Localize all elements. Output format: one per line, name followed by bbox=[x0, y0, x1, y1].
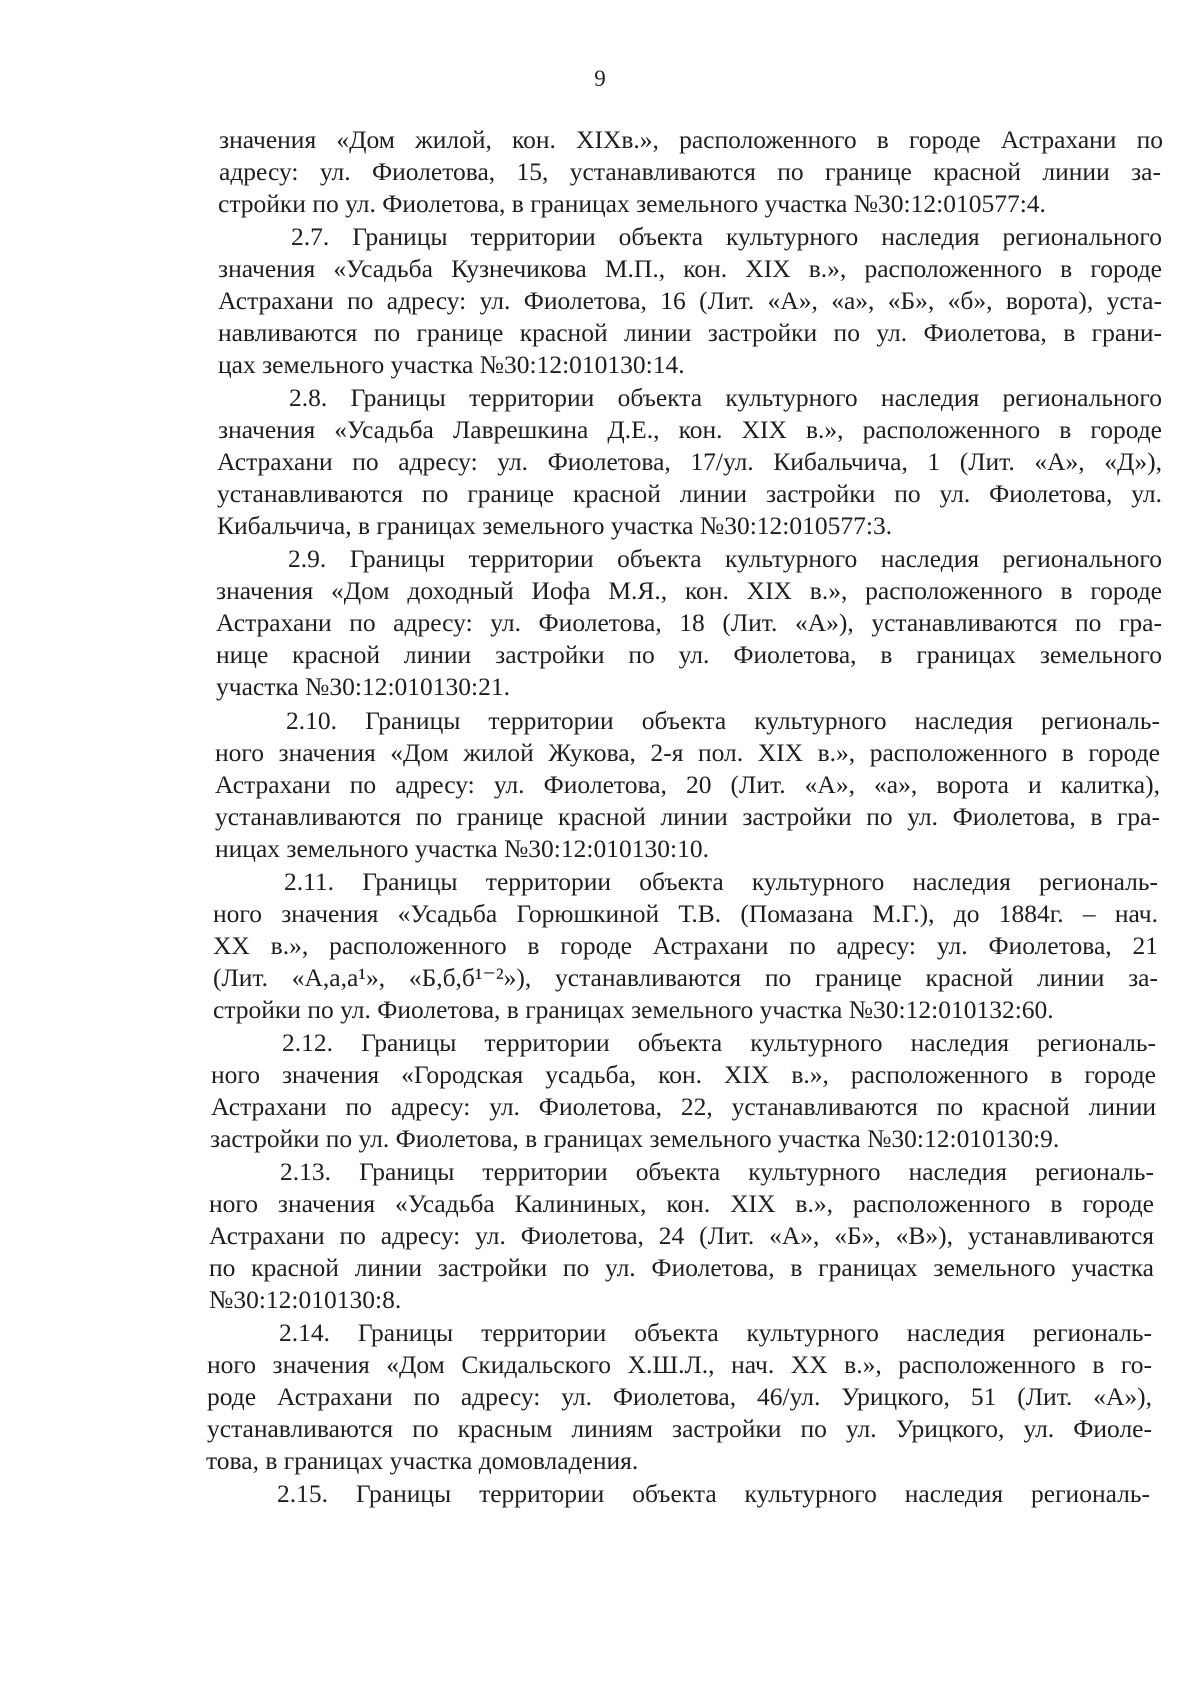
paragraph-first-line: 2.8. Границы территории объекта культурного наследия регионального bbox=[289, 383, 1162, 412]
text-line: устанавливаются по границе красной линии застройки по ул. Фиолетова, ул. bbox=[217, 479, 1162, 508]
text-line: навливаются по границе красной линии застройки по ул. Фиолетова, в грани- bbox=[218, 318, 1162, 347]
text-line: стройки по ул. Фиолетова, в границах земельного участка №30:12:010132:60. bbox=[213, 995, 1054, 1024]
text-line: ницах земельного участка №30:12:010130:10. bbox=[215, 834, 709, 863]
text-line: стройки по ул. Фиолетова, в границах земельного участка №30:12:010577:4. bbox=[218, 189, 1046, 218]
text-line: устанавливаются по границе красной линии застройки по ул. Фиолетова, в гра- bbox=[215, 802, 1160, 831]
paragraph-first-line: 2.10. Границы территории объекта культурного наследия региональ- bbox=[286, 706, 1160, 735]
text-line: ного значения «Городская усадьба, кон. XIX в.», расположенного в городе bbox=[211, 1060, 1156, 1089]
paragraph-first-line: 2.11. Границы территории объекта культурного наследия региональ- bbox=[284, 867, 1158, 896]
text-line: XX в.», расположенного в городе Астрахани по адресу: ул. Фиолетова, 21 bbox=[213, 931, 1158, 960]
text-line: ного значения «Усадьба Калининых, кон. XIX в.», расположенного в городе bbox=[209, 1189, 1154, 1218]
text-line: цах земельного участка №30:12:010130:14. bbox=[218, 350, 685, 379]
page-number: 9 bbox=[594, 66, 606, 91]
text-line: участка №30:12:010130:21. bbox=[216, 672, 511, 701]
text-line: значения «Дом доходный Иофа М.Я., кон. XIX в.», расположенного в городе bbox=[216, 576, 1162, 605]
text-line: (Лит. «А,а,а¹», «Б,б,б¹⁻²»), устанавливаются по границе красной линии за- bbox=[213, 963, 1158, 992]
paragraph-first-line: 2.14. Границы территории объекта культурного наследия региональ- bbox=[279, 1318, 1152, 1347]
text-line: Астрахани по адресу: ул. Фиолетова, 24 (Лит. «А», «Б», «В»), устанавливаются bbox=[209, 1221, 1154, 1250]
paragraph-first-line: 2.9. Границы территории объекта культурного наследия регионального bbox=[288, 544, 1162, 573]
paragraph-first-line: 2.7. Границы территории объекта культурного наследия регионального bbox=[291, 222, 1162, 251]
paragraph-first-line: 2.15. Границы территории объекта культурного наследия региональ- bbox=[277, 1479, 1150, 1508]
text-line: Астрахани по адресу: ул. Фиолетова, 16 (Лит. «А», «а», «Б», «б», ворота), уста- bbox=[218, 286, 1162, 315]
text-line: Кибальчича, в границах земельного участка №30:12:010577:3. bbox=[217, 511, 893, 540]
paragraph-first-line: 2.13. Границы территории объекта культурного наследия региональ- bbox=[280, 1157, 1154, 1186]
paragraph-first-line: 2.12. Границы территории объекта культурного наследия региональ- bbox=[282, 1028, 1156, 1057]
text-line: значения «Усадьба Кузнечикова М.П., кон. XIX в.», расположенного в городе bbox=[218, 254, 1162, 283]
text-line: адресу: ул. Фиолетова, 15, устанавливаются по границе красной линии за- bbox=[219, 157, 1161, 186]
text-line: застройки по ул. Фиолетова, в границах земельного участка №30:12:010130:9. bbox=[210, 1124, 1060, 1153]
text-line: ного значения «Дом жилой Жукова, 2-я пол. XIX в.», расположенного в городе bbox=[215, 738, 1160, 767]
text-line: Астрахани по адресу: ул. Фиолетова, 22, устанавливаются по красной линии bbox=[211, 1092, 1156, 1121]
text-line: значения «Дом жилой, кон. XIXв.», расположенного в городе Астрахани по bbox=[219, 125, 1163, 154]
text-line: нице красной линии застройки по ул. Фиолетова, в границах земельного bbox=[216, 640, 1162, 669]
text-line: Астрахани по адресу: ул. Фиолетова, 20 (Лит. «А», «а», ворота и калитка), bbox=[215, 770, 1160, 799]
text-line: №30:12:010130:8. bbox=[209, 1285, 402, 1314]
text-line: значения «Усадьба Лаврешкина Д.Е., кон. XIX в.», расположенного в городе bbox=[218, 415, 1162, 444]
text-line: по красной линии застройки по ул. Фиолетова, в границах земельного участка bbox=[209, 1253, 1154, 1282]
text-line: роде Астрахани по адресу: ул. Фиолетова, 46/ул. Урицкого, 51 (Лит. «А»), bbox=[207, 1382, 1152, 1411]
text-line: Астрахани по адресу: ул. Фиолетова, 17/ул. Кибальчича, 1 (Лит. «А», «Д»), bbox=[217, 447, 1162, 476]
text-line: това, в границах участка домовладения. bbox=[206, 1446, 639, 1475]
text-line: ного значения «Усадьба Горюшкиной Т.В. (Помазана М.Г.), до 1884г. – нач. bbox=[213, 899, 1158, 928]
text-line: Астрахани по адресу: ул. Фиолетова, 18 (Лит. «А»), устанавливаются по гра- bbox=[216, 608, 1162, 637]
text-line: устанавливаются по красным линиям застройки по ул. Урицкого, ул. Фиоле- bbox=[207, 1414, 1152, 1443]
text-line: ного значения «Дом Скидальского Х.Ш.Л., нач. XX в.», расположенного в го- bbox=[207, 1350, 1152, 1379]
